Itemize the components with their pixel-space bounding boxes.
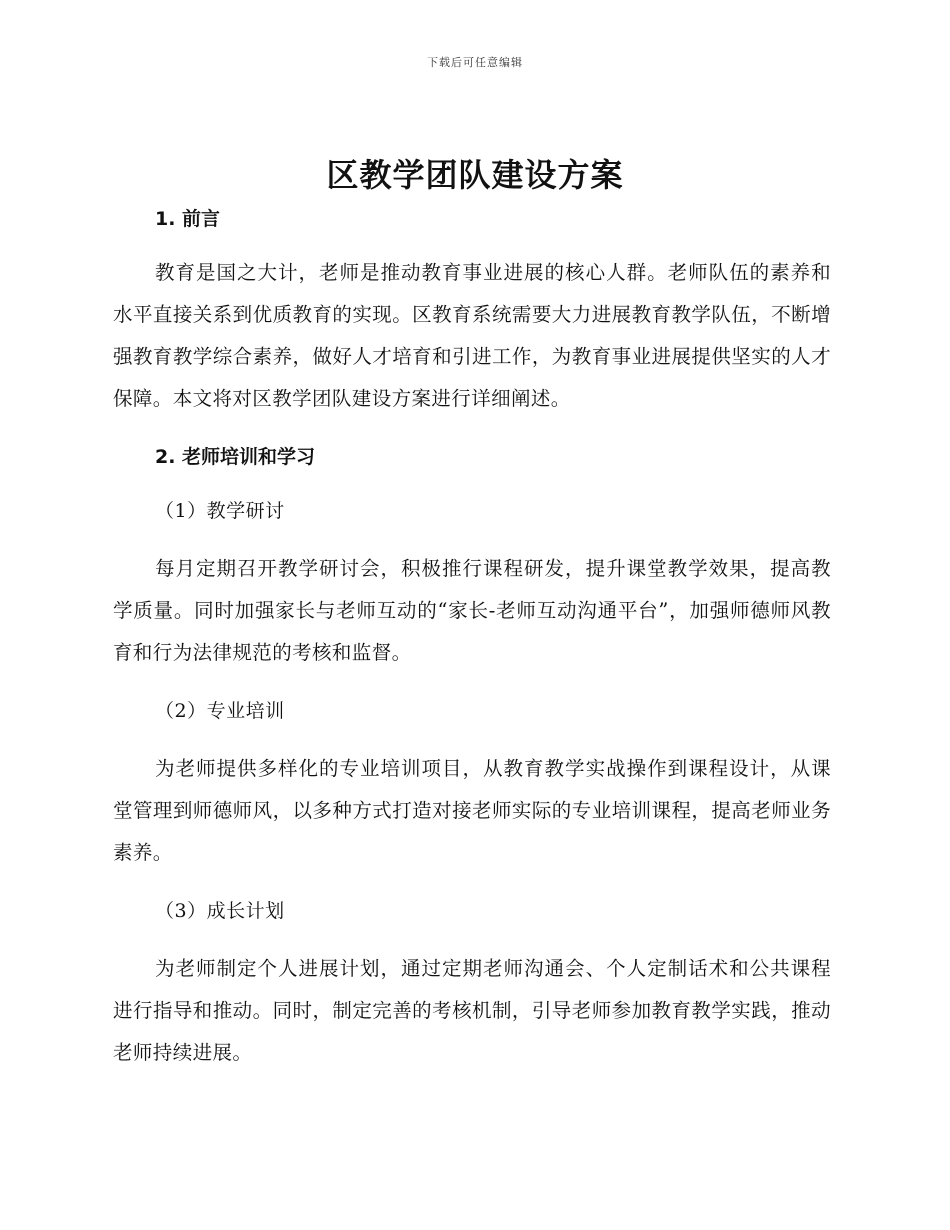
header-note: 下载后可任意编辑 (427, 56, 523, 69)
subsection-heading-teaching-seminar: （1）教学研讨 (155, 500, 285, 522)
paragraph-teaching-seminar: 每月定期召开教学研讨会，积极推行课程研发，提升课堂教学效果，提高教学质量。同时加强家长与老师互动的“家长-老师互动沟通平台”，加强师德师风教育和行为法律规范的考核和监督。 (113, 557, 831, 664)
subsection-heading-professional-training: （2）专业培训 (155, 700, 285, 722)
paragraph-professional-training: 为老师提供多样化的专业培训项目，从教育教学实战操作到课程设计，从课堂管理到师德师风，以多种方式打造对接老师实际的专业培训课程，提高老师业务素养。 (113, 757, 831, 864)
subsection-heading-growth-plan: （3）成长计划 (155, 900, 285, 922)
paragraph-preface: 教育是国之大计，老师是推动教育事业进展的核心人群。老师队伍的素养和水平直接关系到优质教育的实现。区教育系统需要大力进展教育教学队伍，不断增强教育教学综合素养，做好人才培育和引进工作，为教育事业进展提供坚实的人才保障。本文将对区教学团队建设方案进行详细阐述。 (113, 261, 831, 410)
paragraph-growth-plan: 为老师制定个人进展计划，通过定期老师沟通会、个人定制话术和公共课程进行指导和推动。同时，制定完善的考核机制，引导老师参加教育教学实践，推动老师持续进展。 (113, 957, 831, 1064)
section-heading-training: 2. 老师培训和学习 (155, 446, 316, 468)
document-body (113, 202, 831, 1074)
document-title: 区教学团队建设方案 (326, 156, 624, 194)
section-heading-preface: 1. 前言 (155, 208, 221, 230)
